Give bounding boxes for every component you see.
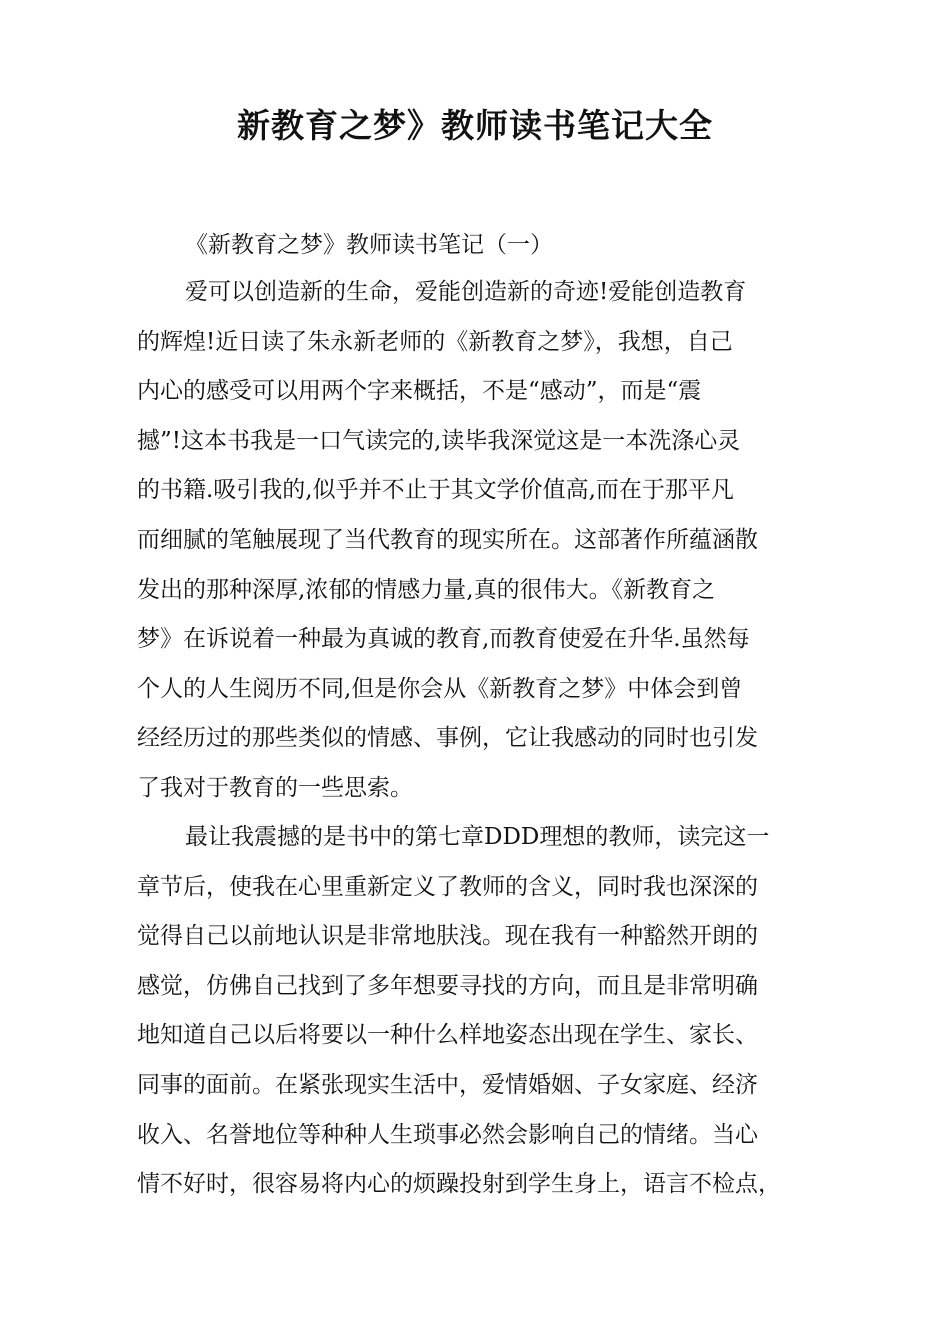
paragraph-line: 梦》在诉说着一种最为真诚的教育,而教育使爱在升华.虽然每 [137, 626, 750, 653]
document-title: 新教育之梦》教师读书笔记大全 [237, 106, 713, 145]
paragraph-line: 收入、名誉地位等种种人生琐事必然会影响自己的情绪。当心 [137, 1121, 758, 1148]
section-subtitle: 《新教育之梦》教师读书笔记（一） [185, 232, 553, 258]
paragraph-line: 的辉煌!近日读了朱永新老师的《新教育之梦》，我想，自己 [137, 328, 733, 355]
paragraph-line: 地知道自己以后将要以一种什么样地姿态出现在学生、家长、 [137, 1022, 758, 1049]
paragraph-line: 经经历过的那些类似的情感、事例，它让我感动的同时也引发 [137, 725, 758, 752]
paragraph-line: 觉得自己以前地认识是非常地肤浅。现在我有一种豁然开朗的 [137, 923, 758, 950]
paragraph-line: 个人的人生阅历不同,但是你会从《新教育之梦》中体会到曾 [137, 675, 743, 702]
paragraph-line: 撼”!这本书我是一口气读完的,读毕我深觉这是一本洗涤心灵 [137, 427, 741, 454]
paragraph-line: 的书籍.吸引我的,似乎并不止于其文学价值高,而在于那平凡 [137, 477, 734, 504]
paragraph-line: 发出的那种深厚,浓郁的情感力量,真的很伟大。《新教育之 [137, 576, 716, 603]
paragraph-line: 爱可以创造新的生命，爱能创造新的奇迹!爱能创造教育 [185, 279, 747, 305]
paragraph-line: 内心的感受可以用两个字来概括，不是“感动”，而是“震 [137, 378, 702, 405]
paragraph-line: 情不好时，很容易将内心的烦躁投射到学生身上，语言不检点， [137, 1171, 781, 1198]
paragraph-2 [137, 813, 827, 1210]
paragraph-line: 了我对于教育的一些思索。 [137, 774, 413, 801]
paragraph-line: 感觉，仿佛自己找到了多年想要寻找的方向，而且是非常明确 [137, 972, 758, 999]
paragraph-line: 而细腻的笔触展现了当代教育的现实所在。这部著作所蕴涵散 [137, 526, 758, 553]
paragraph-line: 最让我震撼的是书中的第七章DDD理想的教师，读完这一 [185, 824, 770, 850]
paragraph-1 [137, 268, 827, 814]
paragraph-line: 章节后，使我在心里重新定义了教师的含义，同时我也深深的 [137, 873, 758, 900]
paragraph-line: 同事的面前。在紧张现实生活中，爱情婚姻、子女家庭、经济 [137, 1071, 758, 1098]
